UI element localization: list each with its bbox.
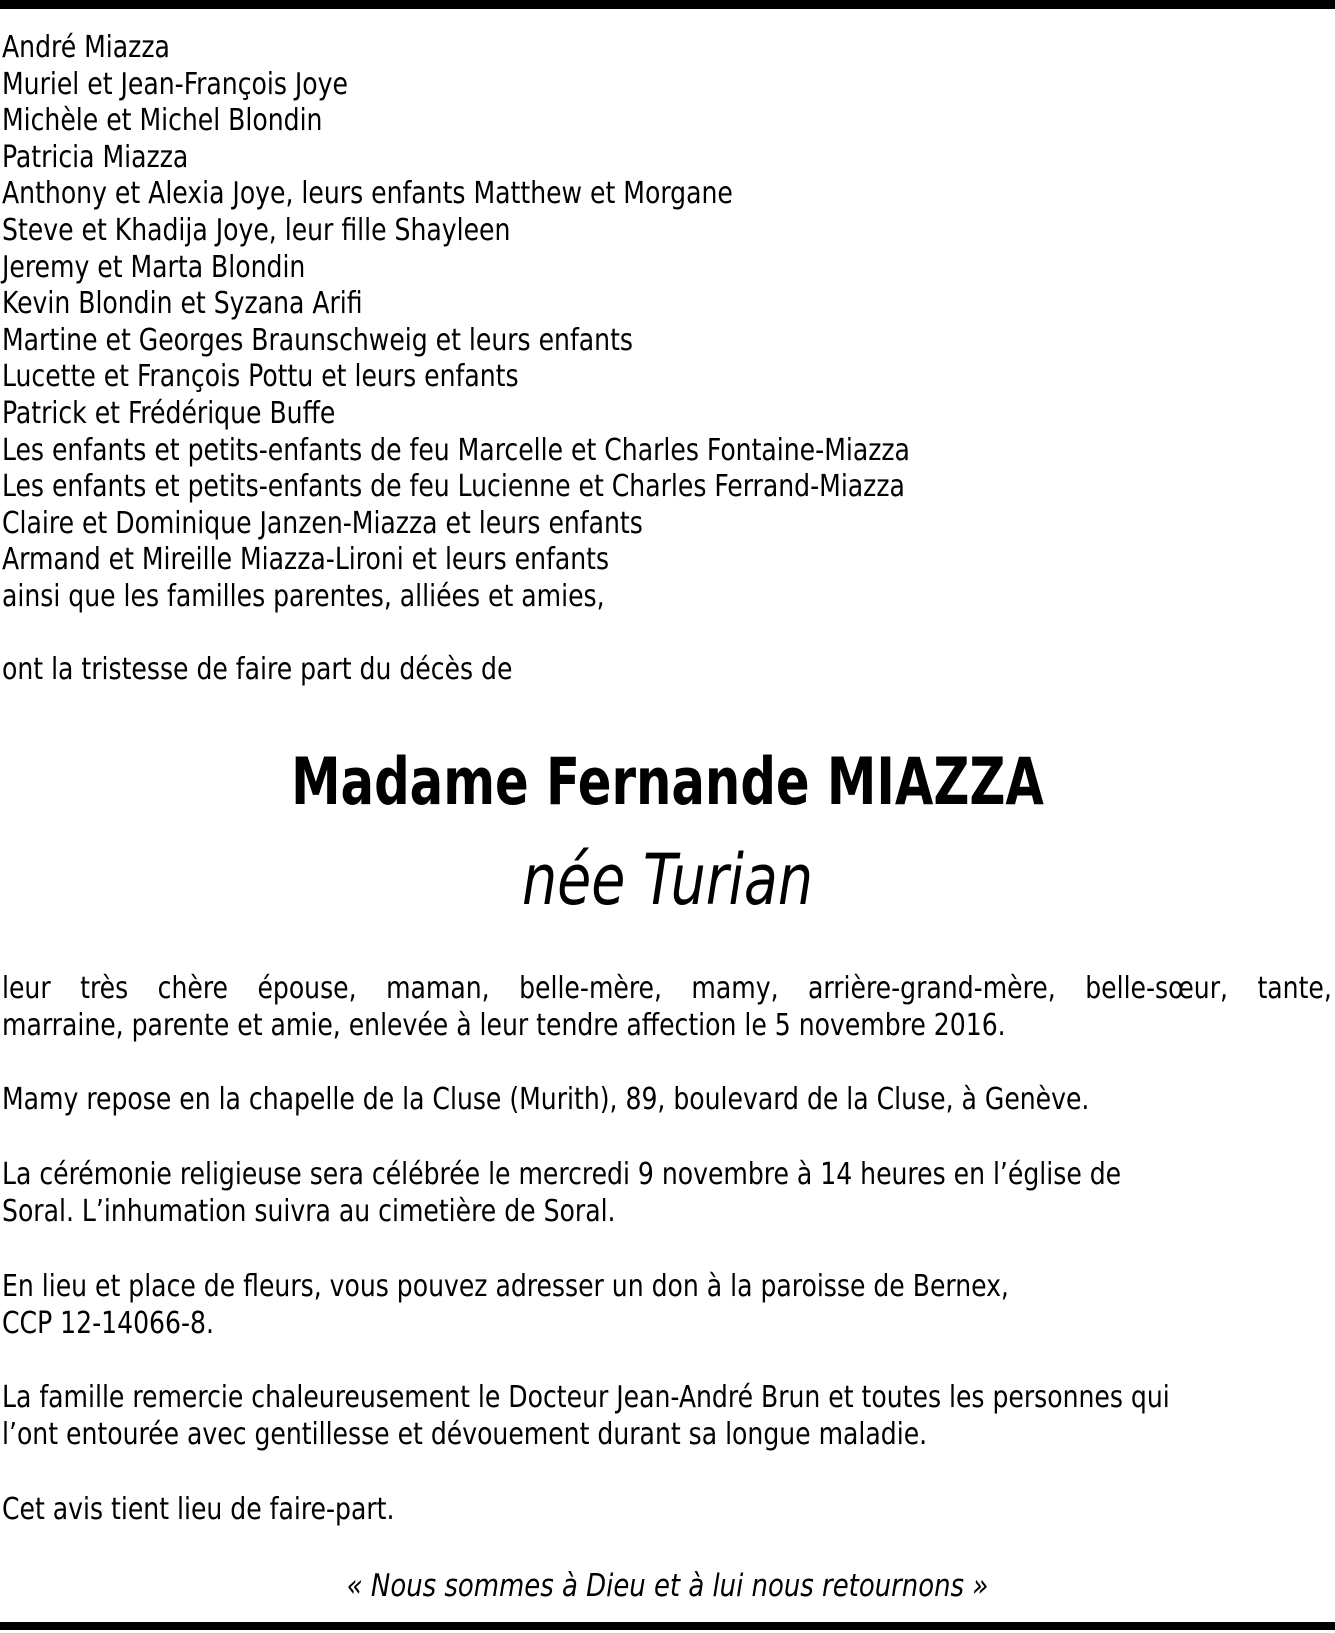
bottom-rule: [0, 1622, 1335, 1630]
relation-word: arrière-grand-mère,: [808, 971, 1056, 1006]
mourner-line: Kevin Blondin et Syzana Arifi: [2, 286, 363, 322]
donation-line-2: CCP 12-14066-8.: [2, 1305, 214, 1341]
relation-paragraph: [2, 971, 1332, 1044]
mourner-line: Jeremy et Marta Blondin: [2, 249, 306, 285]
relation-line-2: marraine, parente et amie, enlevée à leur tendre affection le 5 novembre 2016.: [2, 1007, 1006, 1043]
relation-word: mamy,: [691, 971, 779, 1006]
mourner-line: Anthony et Alexia Joye, leurs enfants Matthew et Morgane: [2, 176, 733, 212]
ceremony-line-1: La cérémonie religieuse sera célébrée le mercredi 9 novembre à 14 heures en l’église de: [2, 1157, 1122, 1192]
relation-word: belle-sœur,: [1085, 971, 1229, 1006]
donation-paragraph: [2, 1269, 1009, 1342]
deceased-name: Madame Fernande MIAZZA: [291, 745, 1044, 820]
mourners-list: [2, 30, 1332, 689]
donation-line-1: En lieu et place de fleurs, vous pouvez adresser un don à la paroisse de Bernex,: [2, 1269, 1009, 1304]
closing-quote: « Nous sommes à Dieu et à lui nous retournons »: [346, 1568, 989, 1604]
relation-word: tante,: [1257, 971, 1332, 1006]
thanks-paragraph: [2, 1380, 1170, 1453]
relation-word: très: [80, 971, 129, 1006]
mourner-line: Michèle et Michel Blondin: [2, 103, 323, 139]
mourner-line: ainsi que les familles parentes, alliées et amies,: [2, 578, 605, 614]
thanks-line-2: l’ont entourée avec gentillesse et dévouement durant sa longue maladie.: [2, 1416, 928, 1452]
thanks-line-1: La famille remercie chaleureusement le Docteur Jean-André Brun et toutes les personnes qui: [2, 1380, 1170, 1415]
relation-word: belle-mère,: [519, 971, 662, 1006]
mourner-line: Steve et Khadija Joye, leur fille Shayleen: [2, 212, 511, 248]
top-rule: [0, 0, 1335, 9]
announcement-text: ont la tristesse de faire part du décès de: [2, 652, 513, 688]
mourner-line: Les enfants et petits-enfants de feu Lucienne et Charles Ferrand-Miazza: [2, 469, 905, 505]
maiden-name: née Turian: [522, 839, 813, 921]
mourner-line: Armand et Mireille Miazza-Lironi et leurs enfants: [2, 542, 610, 578]
ceremony-paragraph: [2, 1157, 1121, 1230]
mourner-line: Les enfants et petits-enfants de feu Marcelle et Charles Fontaine-Miazza: [2, 432, 910, 468]
ceremony-line-2: Soral. L’inhumation suivra au cimetière de Soral.: [2, 1193, 616, 1229]
mourner-line: Claire et Dominique Janzen-Miazza et leurs enfants: [2, 505, 643, 541]
relation-word: leur: [2, 971, 51, 1006]
relation-word: épouse,: [257, 971, 357, 1006]
relation-word: maman,: [386, 971, 490, 1006]
mourner-line: Lucette et François Pottu et leurs enfants: [2, 359, 519, 395]
relation-line-1: [2, 971, 1332, 1008]
viewing-text: Mamy repose en la chapelle de la Cluse (Murith), 89, boulevard de la Cluse, à Genève.: [2, 1082, 1090, 1117]
mourner-line: André Miazza: [2, 30, 170, 65]
mourner-line: Patricia Miazza: [2, 139, 189, 175]
mourner-line: Martine et Georges Braunschweig et leurs enfants: [2, 322, 634, 358]
mourner-line: Muriel et Jean-François Joye: [2, 66, 348, 102]
mourner-line: Patrick et Frédérique Buffe: [2, 395, 336, 431]
relation-word: chère: [157, 971, 228, 1006]
notice-text: Cet avis tient lieu de faire-part.: [2, 1492, 395, 1527]
